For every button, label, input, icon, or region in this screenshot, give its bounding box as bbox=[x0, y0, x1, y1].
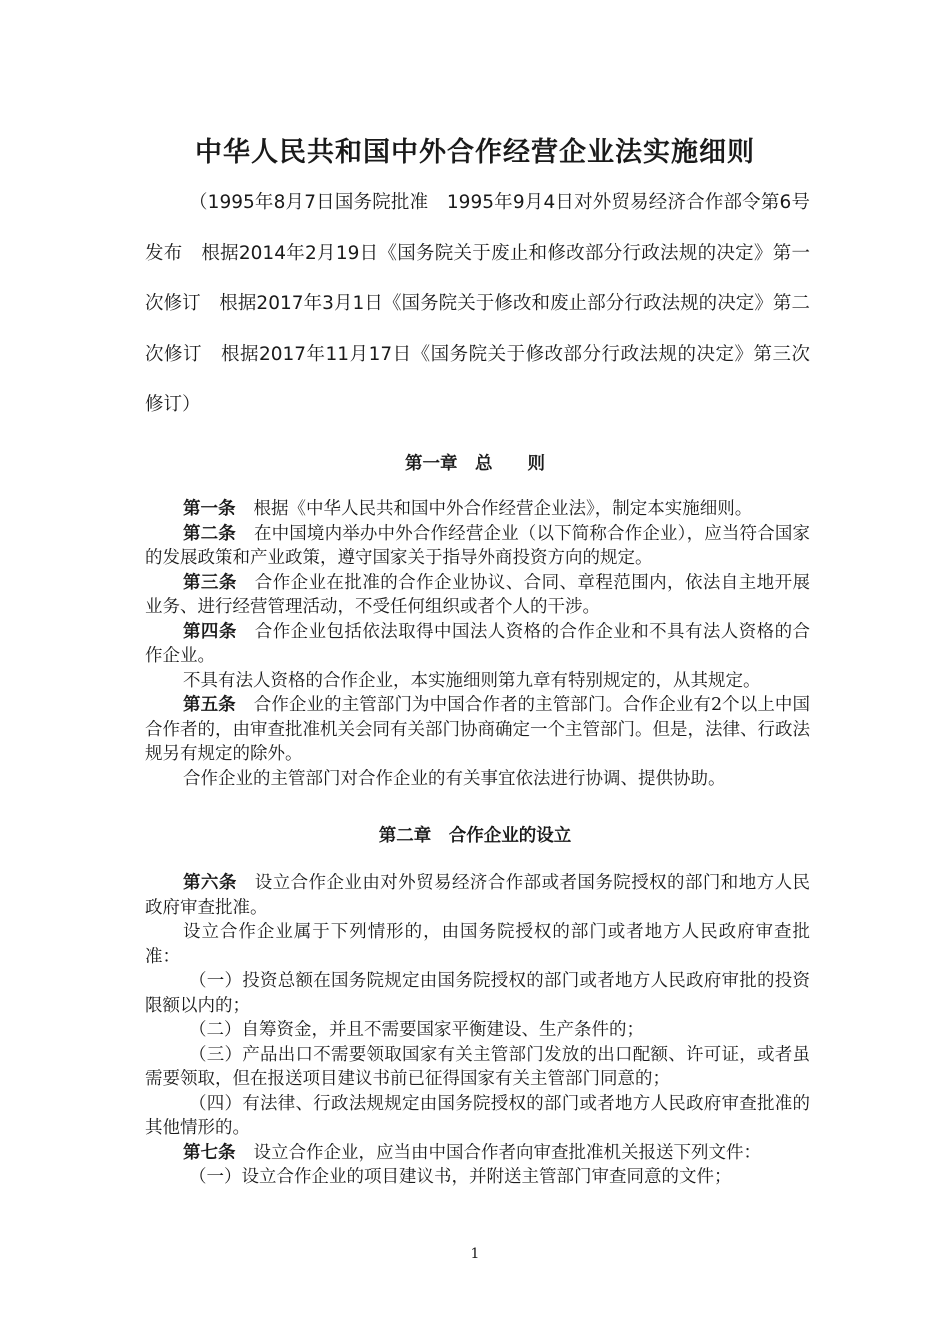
article-label: 第三条 bbox=[183, 572, 237, 593]
paragraph-text: （四）有法律、行政法规规定由国务院授权的部门或者地方人民政府审查批准的其他情形的。 bbox=[145, 1093, 810, 1138]
paragraph-text: （三）产品出口不需要领取国家有关主管部门发放的出口配额、许可证，或者虽需要领取，但在报送项目建议书前已征得国家有关主管部门同意的； bbox=[145, 1044, 810, 1089]
page-number: 1 bbox=[470, 1246, 480, 1262]
article-paragraph bbox=[145, 1141, 810, 1166]
paragraph-text: （二）自筹资金，并且不需要国家平衡建设、生产条件的； bbox=[189, 1020, 644, 1040]
chapter-1-heading: 第一章 总 则 bbox=[405, 454, 545, 474]
paragraph-text: 在中国境内举办中外合作经营企业（以下简称合作企业），应当符合国家的发展政策和产业政策，遵守国家关于指导外商投资方向的规定。 bbox=[145, 523, 811, 568]
list-item bbox=[145, 1092, 810, 1141]
paragraph-text: 设立合作企业由对外贸易经济合作部或者国务院授权的部门和地方人民政府审查批准。 bbox=[145, 873, 811, 918]
article-paragraph bbox=[145, 522, 810, 571]
list-item bbox=[145, 1165, 810, 1190]
list-item bbox=[145, 1018, 810, 1043]
paragraph-text: 合作企业的主管部门对合作企业的有关事宜依法进行协调、提供协助。 bbox=[183, 768, 726, 789]
document-title: 中华人民共和国中外合作经营企业法实施细则 bbox=[195, 137, 755, 168]
article-paragraph bbox=[145, 497, 810, 522]
document-intro: （1995年8月7日国务院批准 1995年9月4日对外贸易经济合作部令第6号发布 根据2014年2月19日《国务院关于废止和修改部分行政法规的决定》第一次修订 根据2017年3月1日《国务院关于修改和废止部分行政法规的决定》第二次修订 根据2017年11月17日《国务院关于修改部分行政法规的决定》第三次修订） bbox=[145, 192, 810, 415]
paragraph-text: 合作企业在批准的合作企业协议、合同、章程范围内，依法自主地开展业务、进行经营管理活动，不受任何组织或者个人的干涉。 bbox=[145, 572, 811, 617]
paragraph-text: 不具有法人资格的合作企业，本实施细则第九章有特别规定的，从其规定。 bbox=[183, 670, 761, 691]
article-paragraph bbox=[145, 871, 810, 920]
paragraph-text: （一）投资总额在国务院规定由国务院授权的部门或者地方人民政府审批的投资限额以内的； bbox=[145, 971, 810, 1016]
article-paragraph bbox=[145, 571, 810, 620]
paragraph-text: 设立合作企业，应当由中国合作者向审查批准机关报送下列文件： bbox=[253, 1142, 761, 1163]
paragraph-text: 设立合作企业属于下列情形的，由国务院授权的部门或者地方人民政府审查批准： bbox=[145, 922, 810, 967]
article-paragraph bbox=[145, 620, 810, 669]
list-item bbox=[145, 1043, 810, 1092]
article-label: 第五条 bbox=[183, 695, 236, 715]
article-label: 第二条 bbox=[183, 523, 236, 544]
article-label: 第六条 bbox=[183, 873, 237, 893]
article-paragraph bbox=[145, 693, 810, 767]
chapter-2-body bbox=[145, 871, 810, 1190]
chapter-2-heading: 第二章 合作企业的设立 bbox=[378, 826, 572, 846]
paragraph-text: 合作企业的主管部门为中国合作者的主管部门。合作企业有2个以上中国合作者的，由审查批准机关会同有关部门协商确定一个主管部门。但是，法律、行政法规另有规定的除外。 bbox=[145, 695, 811, 764]
article-label: 第四条 bbox=[183, 621, 237, 642]
paragraph bbox=[145, 767, 810, 792]
paragraph-text: （一）设立合作企业的项目建议书，并附送主管部门审查同意的文件； bbox=[189, 1167, 732, 1187]
paragraph bbox=[145, 920, 810, 969]
list-item bbox=[145, 969, 810, 1018]
article-label: 第七条 bbox=[183, 1142, 236, 1163]
chapter-1-body bbox=[145, 497, 810, 791]
paragraph-text: 根据《中华人民共和国中外合作经营企业法》，制定本实施细则。 bbox=[253, 499, 753, 519]
article-label: 第一条 bbox=[183, 499, 236, 519]
paragraph bbox=[145, 669, 810, 694]
paragraph-text: 合作企业包括依法取得中国法人资格的合作企业和不具有法人资格的合作企业。 bbox=[145, 621, 811, 666]
